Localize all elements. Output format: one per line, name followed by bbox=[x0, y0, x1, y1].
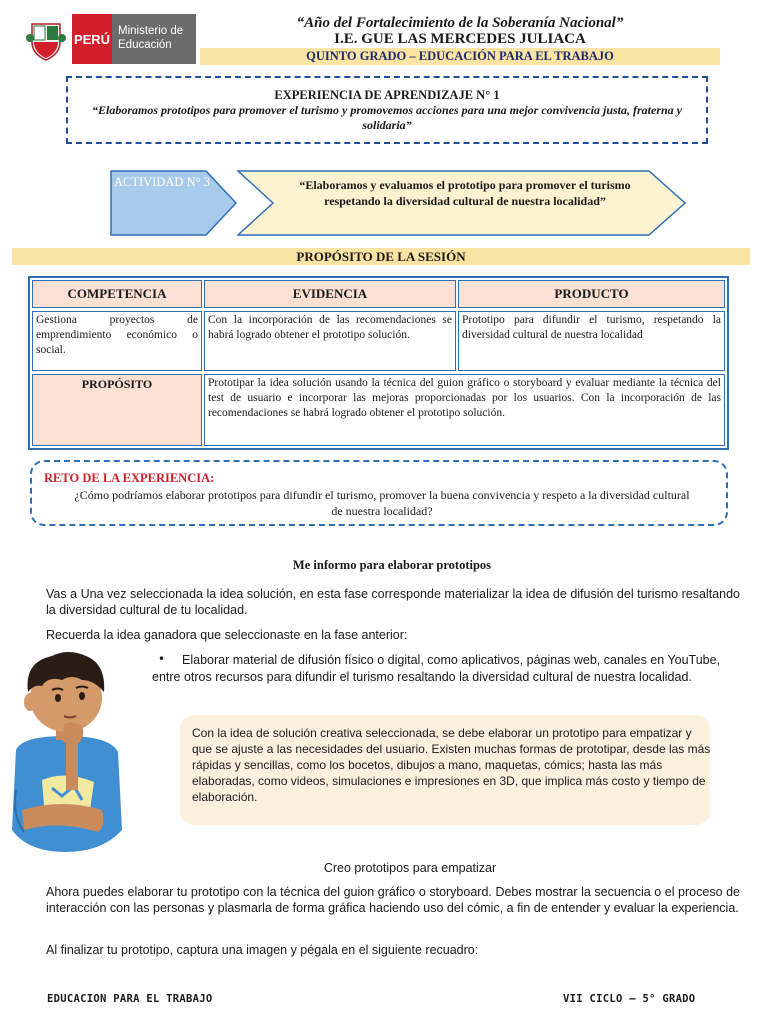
ministry-logo bbox=[22, 14, 184, 64]
session-table bbox=[28, 276, 729, 450]
table-cell-producto: Prototipo para difundir el turismo, respetando la diversidad cultural de nuestra localidad bbox=[458, 311, 725, 371]
challenge-question: ¿Cómo podríamos elaborar prototipos para difundir el turismo, promover la buena convivencia y respeto a la diversidad cultural de nuestra localidad? bbox=[74, 488, 690, 518]
paragraph-capture: Al finalizar tu prototipo, captura una imagen y pégala en el siguiente recuadro: bbox=[46, 943, 479, 957]
purpose-header: PROPÓSITO DE LA SESIÓN bbox=[12, 248, 750, 265]
paragraph-intro: Vas a Una vez seleccionada la idea solución, en esta fase corresponde materializar la idea de difusión del turismo resaltando la diversidad cultural de tu localidad. bbox=[46, 587, 740, 617]
table-cell-competencia: Gestiona proyectos de emprendimiento económico o social. bbox=[32, 311, 202, 371]
subheading-empathize: Creo prototipos para empatizar bbox=[323, 861, 497, 875]
logo-country: PERÚ bbox=[72, 14, 112, 64]
table-header-competencia: COMPETENCIA bbox=[32, 280, 202, 308]
thinking-boy-illustration bbox=[2, 640, 130, 855]
logo-ministry: Ministerio de Educación bbox=[112, 14, 196, 64]
table-header-producto: PRODUCTO bbox=[458, 280, 725, 308]
paragraph-storyboard: Ahora puedes elaborar tu prototipo con la técnica del guion gráfico o storyboard. Debes mostrar la secuencia o el proceso de interacción con las personas y plasmarla de forma gráfica haciendo uso del cómic, a fin de entender y evaluar la experiencia. bbox=[46, 885, 740, 915]
paragraph-recall: Recuerda la idea ganadora que seleccionaste en la fase anterior: bbox=[46, 628, 408, 642]
experience-title: “Elaboramos prototipos para promover el turismo y promovemos acciones para una mejor convivencia justa, fraterna y solidaria” bbox=[91, 103, 682, 132]
grade-line: QUINTO GRADO – EDUCACIÓN PARA EL TRABAJO bbox=[200, 48, 720, 65]
table-header-evidencia: EVIDENCIA bbox=[204, 280, 456, 308]
experience-heading: EXPERIENCIA DE APRENDIZAJE N° 1 bbox=[274, 88, 500, 102]
table-cell-evidencia: Con la incorporación de las recomendaciones se habrá logrado obtener el prototipo solución. bbox=[204, 311, 456, 371]
experience-box bbox=[66, 76, 708, 144]
info-box bbox=[180, 715, 710, 825]
activity-label: ACTIVIDAD N° 3 bbox=[114, 175, 210, 189]
school-name: I.E. GUE LAS MERCEDES JULIACA bbox=[334, 31, 586, 47]
bullet-icon: • bbox=[158, 652, 166, 666]
table-purpose-label: PROPÓSITO bbox=[32, 374, 202, 446]
activity-title: “Elaboramos y evaluamos el prototipo para promover el turismo respetando la diversidad cultural de nuestra localidad” bbox=[299, 178, 631, 208]
year-motto: “Año del Fortalecimiento de la Soberanía Nacional” bbox=[296, 15, 624, 31]
section-title: Me informo para elaborar prototipos bbox=[292, 558, 492, 572]
challenge-label: RETO DE LA EXPERIENCIA: bbox=[44, 471, 215, 485]
table-purpose-text: Prototipar la idea solución usando la técnica del guion gráfico o storyboard y evaluar mediante la técnica del test de usuario e incorporar las mejoras proporcionadas por los usuarios. Con la incorporación de las recomendaciones se habrá logrado obtener el prototipo solución. bbox=[204, 374, 725, 446]
bullet-item: Elaborar material de difusión físico o digital, como aplicativos, páginas web, canales en YouTube, entre otros recursos para difundir el turismo resaltando la diversidad cultural de nuestra localidad. bbox=[152, 653, 721, 684]
challenge-box bbox=[30, 460, 728, 526]
footer-left: EDUCACION PARA EL TRABAJO bbox=[47, 993, 213, 1005]
info-box-text: Con la idea de solución creativa seleccionada, se debe elaborar un prototipo para empatizar y que se ajuste a las necesidades del usuario. Existen muchas formas de prototipar, desde las más rápidas y sencillas, como los bocetos, dibujos a mano, maquetas, cómics; hasta las más elaboradas, como videos, simulaciones e impresiones en 3D, que implica más costo y tiempo de elaboración. bbox=[192, 726, 711, 804]
peru-coat-of-arms-icon bbox=[22, 14, 70, 64]
footer-right: VII CICLO – 5° GRADO bbox=[563, 993, 696, 1005]
